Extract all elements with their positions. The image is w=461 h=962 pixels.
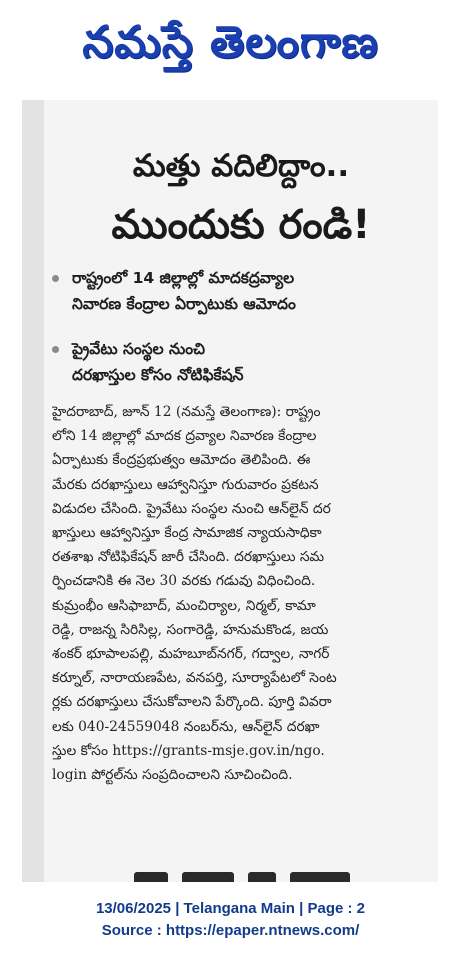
bullet-icon [52, 275, 59, 282]
article-headline: ముందుకు రండి! [111, 202, 371, 248]
news-clipping [22, 100, 438, 882]
subhead-line: రాష్ట్రంలో 14 జిల్లాల్లో మాదకద్రవ్యాల [72, 269, 295, 287]
subhead-bullet [52, 265, 428, 317]
body-line: హైదరాబాద్, జూన్ 12 (నమస్తే తెలంగాణ): రాష్ట్రం [52, 404, 321, 420]
cut-off-next-headline [134, 872, 374, 882]
body-line: login పోర్టల్‌ను సంప్రదించాలని సూచించింది. [52, 767, 293, 784]
body-line: స్తుల కోసం https://grants-msje.gov.in/ngo. [52, 742, 325, 759]
subhead-line: ప్రైవేటు సంస్థల నుంచి [72, 340, 206, 358]
body-line: కర్నూల్, నారాయణపేట, వనపర్తి, సూర్యాపేటలో సెంట [52, 670, 337, 687]
body-line: లకు 040-24559048 నంబర్‌ను, ఆన్‌లైన్ దరఖా [52, 718, 320, 735]
body-line: ర్లకు దరఖాస్తులు చేసుకోవాలని పేర్కొంది. పూర్తి వివరా [52, 694, 332, 711]
footer-date-edition: 13/06/2025 | Telangana Main | Page : 2 [95, 900, 366, 917]
article-column [44, 100, 438, 882]
body-line: ఏర్పాటుకు కేంద్రప్రభుత్వం ఆమోదం తెలిపింది. ఈ [52, 452, 311, 469]
body-line: లోని 14 జిల్లాల్లో మాదక ద్రవ్యాల నివారణ కేంద్రాల [52, 428, 317, 445]
body-line: రెడ్డి, రాజన్న సిరిసిల్ల, సంగారెడ్డి, హనుమకొండ, జయ [52, 621, 329, 638]
body-line: ఖాస్తులు ఆహ్వానిస్తూ కేంద్ర సామాజిక న్యాయసాధికా [52, 525, 322, 542]
body-line: విడుదల చేసింది. ప్రైవేటు సంస్థల నుంచి ఆన్‌లైన్ దర [52, 500, 331, 517]
body-line: శంకర్ భూపాలపల్లి, మహబూబ్‌నగర్, గద్వాల, నాగర్ [52, 646, 330, 663]
body-line: ర్పించడానికి ఈ నెల 30 వరకు గడువు విధించింది. [52, 573, 316, 590]
subhead-bullet [52, 336, 428, 388]
article-kicker: మత్తు వదిలిద్దాం.. [132, 148, 350, 184]
body-line: రతశాఖ నోటిఫికేషన్ జారీ చేసింది. దరఖాస్తులు సమ [52, 549, 325, 566]
body-line: కుమ్రంభీం ఆసిఫాబాద్, మంచిర్యాల, నిర్మల్, కామా [52, 597, 316, 614]
footer-source: Source : https://epaper.ntnews.com/ [101, 922, 360, 939]
newspaper-masthead [0, 0, 461, 95]
subhead-line: నివారణ కేంద్రాల ఏర్పాటుకు ఆమోదం [72, 295, 296, 313]
body-line: మేరకు దరఖాస్తులు ఆహ్వానిస్తూ గురువారం ప్రకటన [52, 476, 319, 493]
masthead-title: నమస్తే తెలంగాణ [82, 16, 379, 68]
subhead-line: దరఖాస్తుల కోసం నోటిఫికేషన్ [72, 366, 244, 384]
bullet-icon [52, 346, 59, 353]
article-body [52, 400, 428, 787]
